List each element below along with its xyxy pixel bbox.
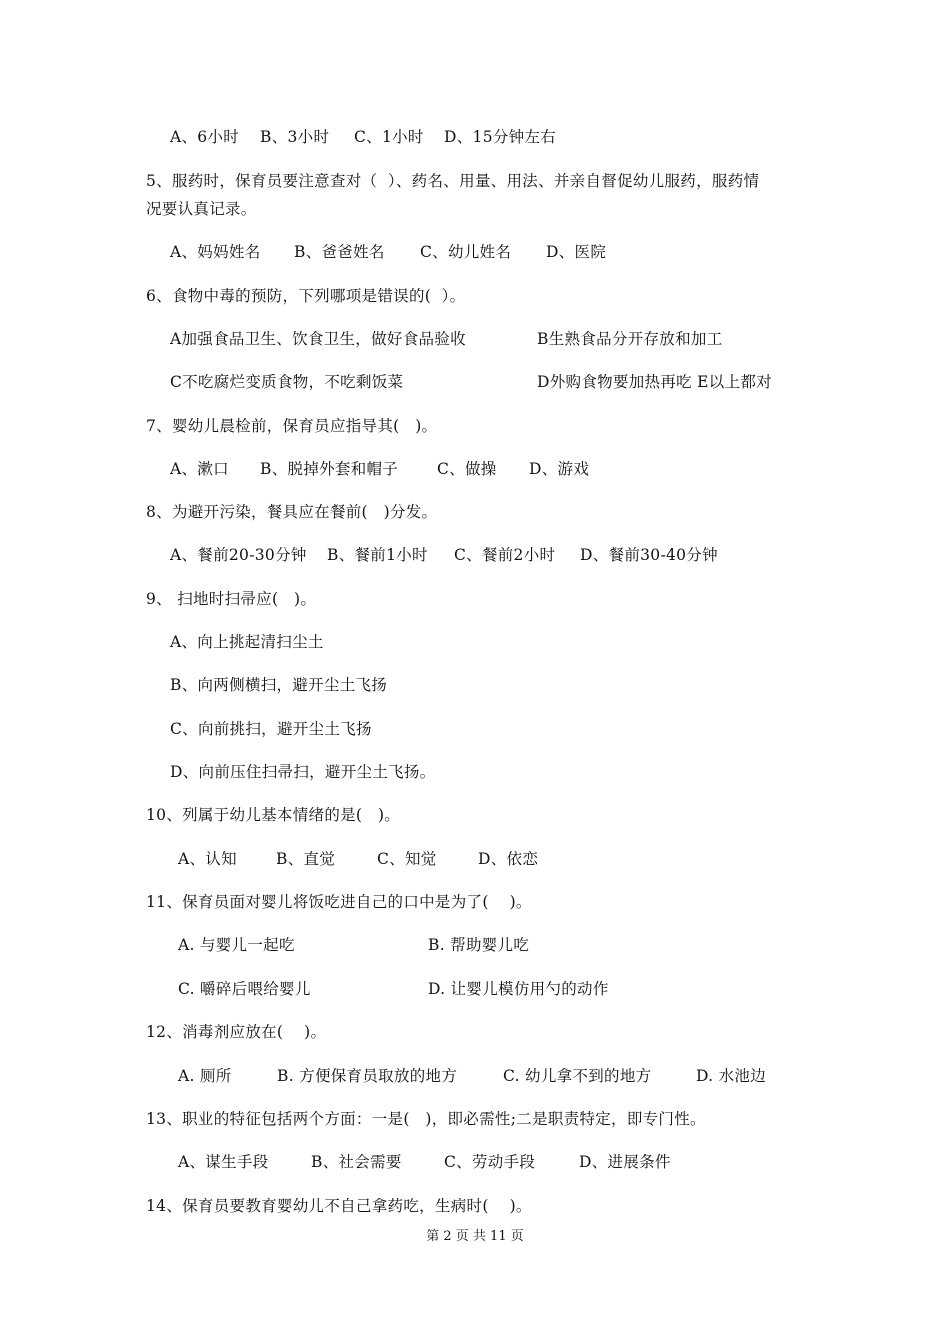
q14-text: 14、保育员要教育婴幼儿不自己拿药吃，生病时( )。 [146,1197,532,1215]
q6-text: 6、食物中毒的预防，下列哪项是错误的( ）。 [146,287,466,305]
q12-option-d: D. 水池边 [696,1067,767,1085]
q10-option-c: C、知觉 [377,850,437,868]
q6-option-d: D外购食物要加热再吃 E以上都对 [537,373,772,391]
q10-option-b: B、直觉 [276,850,336,868]
q11-option-c: C. 嚼碎后喂给婴儿 [178,980,311,998]
q5-option-b: B、爸爸姓名 [294,243,385,261]
q7-option-b: B、脱掉外套和帽子 [260,460,399,478]
q12-option-a: A. 厕所 [178,1067,232,1085]
q6-option-b: B生熟食品分开存放和加工 [537,330,723,348]
q7-option-d: D、游戏 [529,460,590,478]
q11-option-a: A. 与婴儿一起吃 [178,936,295,954]
q5-option-a: A、妈妈姓名 [170,243,261,261]
q13-option-a: A、谋生手段 [178,1153,269,1171]
q9-text: 9、 扫地时扫帚应( )。 [146,590,317,608]
q9-option-c: C、向前挑扫，避开尘土飞扬 [170,720,372,738]
q4-option-d: D、15分钟左右 [444,128,557,146]
q4-option-c: C、1小时 [354,128,424,146]
q12-text: 12、消毒剂应放在( )。 [146,1023,327,1041]
q8-option-a: A、餐前20-30分钟 [170,546,307,564]
q11-text: 11、保育员面对婴儿将饭吃进自己的口中是为了( )。 [146,893,532,911]
q12-option-c: C. 幼儿拿不到的地方 [503,1067,652,1085]
q6-option-a: A加强食品卫生、饮食卫生，做好食品验收 [170,330,466,348]
q8-text: 8、为避开污染，餐具应在餐前( )分发。 [146,503,438,521]
q13-option-d: D、进展条件 [579,1153,671,1171]
q12-option-b: B. 方便保育员取放的地方 [277,1067,458,1085]
q11-option-b: B. 帮助婴儿吃 [428,936,530,954]
q13-option-b: B、社会需要 [311,1153,402,1171]
q4-option-a: A、6小时 [170,128,240,146]
q11-option-d: D. 让婴儿模仿用勺的动作 [428,980,609,998]
q7-option-c: C、做操 [437,460,497,478]
q5-option-c: C、幼儿姓名 [420,243,512,261]
q13-option-c: C、劳动手段 [444,1153,536,1171]
q10-option-a: A、认知 [178,850,237,868]
q6-option-c: C不吃腐烂变质食物，不吃剩饭菜 [170,373,404,391]
q5-option-d: D、医院 [546,243,607,261]
q9-option-a: A、向上挑起清扫尘土 [170,633,324,651]
q8-option-c: C、餐前2小时 [454,546,556,564]
q7-text: 7、婴幼儿晨检前，保育员应指导其( )。 [146,417,438,435]
q4-option-b: B、3小时 [260,128,330,146]
q10-text: 10、列属于幼儿基本情绪的是( )。 [146,806,401,824]
q13-text: 13、职业的特征包括两个方面：一是( )，即必需性;二是职责特定，即专门性。 [146,1110,706,1128]
q8-option-d: D、餐前30-40分钟 [580,546,718,564]
q9-option-b: B、向两侧横扫，避开尘土飞扬 [170,676,388,694]
q10-option-d: D、依恋 [478,850,539,868]
q5-text-line2: 况要认真记录。 [146,200,257,218]
q9-option-d: D、向前压住扫帚扫，避开尘土飞扬。 [170,763,436,781]
q8-option-b: B、餐前1小时 [327,546,428,564]
page-footer: 第 2 页 共 11 页 [426,1229,524,1244]
q5-text-line1: 5、服药时，保育员要注意查对（ ）、药名、用量、用法、并亲自督促幼儿服药，服药情 [146,172,760,190]
q7-option-a: A、漱口 [170,460,229,478]
